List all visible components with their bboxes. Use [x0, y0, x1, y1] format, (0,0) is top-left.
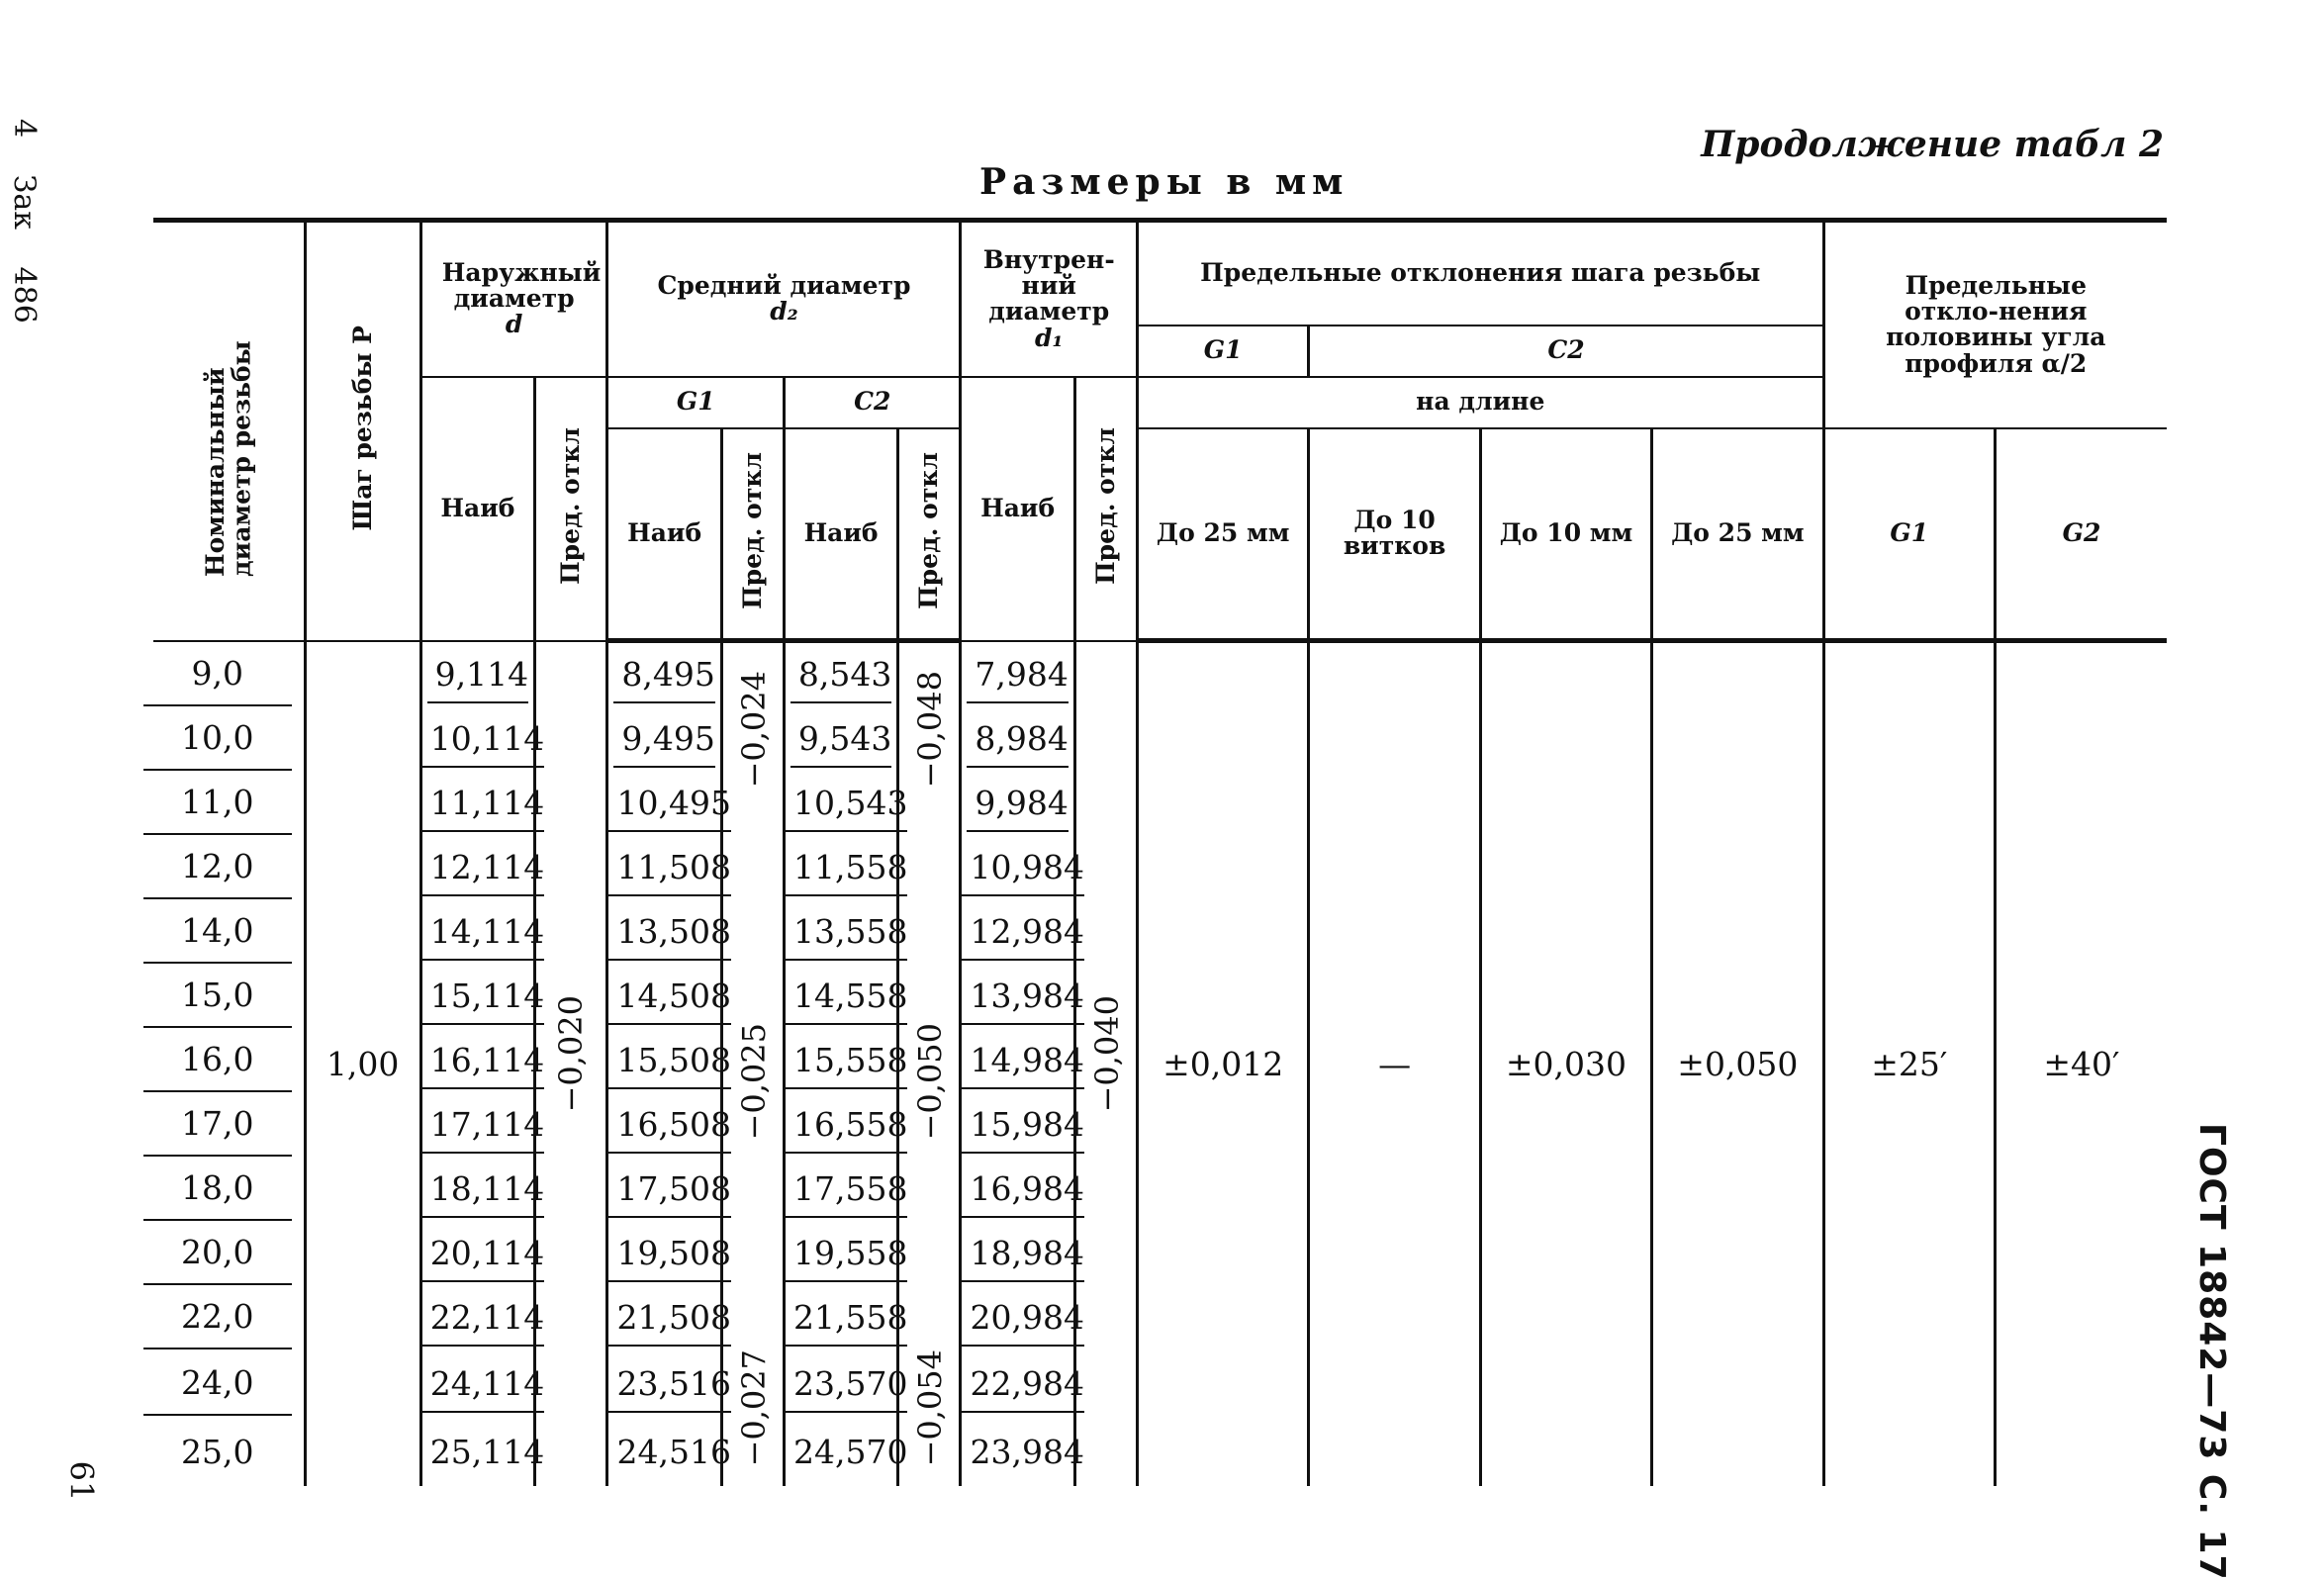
mid-c2-cell: 19,558: [784, 1221, 897, 1285]
outer-diameter-cell: 24,114: [420, 1349, 534, 1419]
gost-reference: ГОСТ 18842—73 С. 17: [2191, 1123, 2232, 1581]
continuation-title: Продолжение табл 2: [1701, 124, 2164, 165]
header-g1: G1: [1137, 326, 1308, 377]
header-outer-max: Наиб: [420, 377, 534, 641]
mid-c2-tolerance-b: −0,050: [898, 835, 961, 1349]
pitch-dev-c2-25: ±0,050: [1652, 641, 1823, 1486]
nominal-diameter-cell: 12,0: [153, 835, 305, 899]
outer-diameter-label: Наружный диаметр: [441, 257, 602, 314]
header-mid-g1: G1: [607, 377, 784, 428]
mid-c2-cell: 24,570: [784, 1419, 897, 1486]
mid-g1-cell: 24,516: [607, 1419, 721, 1486]
mid-c2-cell: 14,558: [784, 964, 897, 1028]
nominal-diameter-cell: 22,0: [153, 1285, 305, 1349]
half-angle-g2: ±40′: [1995, 641, 2167, 1486]
header-mid-c2-max: Наиб: [784, 428, 897, 641]
nominal-diameter-cell: 24,0: [153, 1349, 305, 1419]
outer-diameter-cell: 12,114: [420, 835, 534, 899]
thread-tolerance-table: [153, 218, 2167, 1486]
margin-note-1: 4: [7, 119, 42, 139]
inner-diameter-cell: 13,984: [961, 964, 1074, 1028]
mid-c2-cell: 15,558: [784, 1028, 897, 1092]
nominal-diameter-cell: 9,0: [153, 641, 305, 706]
margin-note-2: Зак: [7, 174, 42, 230]
mid-g1-cell: 14,508: [607, 964, 721, 1028]
header-c2: C2: [1309, 326, 1823, 377]
nominal-diameter-cell: 15,0: [153, 964, 305, 1028]
header-upto-25mm: До 25 мм: [1137, 428, 1308, 641]
outer-diameter-cell: 14,114: [420, 899, 534, 964]
inner-diameter-cell: 16,984: [961, 1157, 1074, 1221]
outer-diameter-cell: 20,114: [420, 1221, 534, 1285]
inner-diameter-symbol: d₁: [1035, 323, 1064, 352]
dimensions-caption: Размеры в мм: [979, 161, 1349, 203]
pitch-value: 1,00: [305, 641, 420, 1486]
outer-diameter-cell: 25,114: [420, 1419, 534, 1486]
nominal-diameter-cell: 17,0: [153, 1092, 305, 1157]
inner-diameter-cell: 12,984: [961, 899, 1074, 964]
pitch-dev-c2-10-turns: —: [1309, 641, 1480, 1486]
header-outer-tol: Пред. откл: [535, 377, 607, 641]
nominal-diameter-cell: 14,0: [153, 899, 305, 964]
mid-diameter-symbol: d₂: [770, 297, 798, 326]
mid-c2-cell: 8,543: [784, 641, 897, 706]
header-inner-diameter: [961, 221, 1138, 377]
header-mid-c2: C2: [784, 377, 961, 428]
header-inner-max: Наиб: [961, 377, 1074, 641]
header-upto-10mm: До 10 мм: [1480, 428, 1651, 641]
mid-c2-cell: 17,558: [784, 1157, 897, 1221]
header-mid-c2-tol: Пред. откл: [898, 428, 961, 641]
nominal-diameter-cell: 11,0: [153, 771, 305, 835]
margin-note: [7, 119, 42, 351]
outer-diameter-cell: 16,114: [420, 1028, 534, 1092]
header-mid-g1-max: Наиб: [607, 428, 721, 641]
nominal-diameter-cell: 10,0: [153, 706, 305, 771]
header-upto-10-turns: До 10 витков: [1309, 428, 1480, 641]
mid-g1-tolerance-c: −0,027: [721, 1349, 784, 1486]
outer-diameter-cell: 17,114: [420, 1092, 534, 1157]
nominal-diameter-cell: 25,0: [153, 1419, 305, 1486]
mid-g1-tolerance-a: −0,024: [721, 641, 784, 835]
nominal-diameter-cell: 20,0: [153, 1221, 305, 1285]
mid-g1-cell: 15,508: [607, 1028, 721, 1092]
mid-c2-tolerance-c: −0,054: [898, 1349, 961, 1486]
mid-g1-cell: 8,495: [607, 641, 721, 706]
nominal-diameter-cell: 18,0: [153, 1157, 305, 1221]
mid-c2-cell: 16,558: [784, 1092, 897, 1157]
outer-diameter-cell: 15,114: [420, 964, 534, 1028]
table-row: [153, 641, 2167, 706]
mid-g1-tolerance-b: −0,025: [721, 835, 784, 1349]
outer-diameter-cell: 22,114: [420, 1285, 534, 1349]
header-nominal-diameter: Номинальный диаметр резьбы: [153, 221, 305, 641]
inner-diameter-cell: 22,984: [961, 1349, 1074, 1419]
header-pitch: Шаг резьбы P: [305, 221, 420, 641]
pitch-dev-g1-25: ±0,012: [1137, 641, 1308, 1486]
inner-diameter-label: Внутрен-ний диаметр: [982, 244, 1115, 326]
outer-diameter-symbol: d: [505, 310, 523, 339]
mid-g1-cell: 17,508: [607, 1157, 721, 1221]
mid-diameter-label: Средний диаметр: [657, 271, 911, 300]
header-mid-diameter: [607, 221, 961, 377]
header-outer-diameter: [420, 221, 607, 377]
pitch-dev-c2-10: ±0,030: [1480, 641, 1651, 1486]
inner-diameter-cell: 20,984: [961, 1285, 1074, 1349]
mid-g1-cell: 13,508: [607, 899, 721, 964]
inner-diameter-cell: 18,984: [961, 1221, 1074, 1285]
header-inner-tol: Пред. откл: [1074, 377, 1137, 641]
header-half-angle-deviation: Предельные откло-нения половины угла профиля α/2: [1823, 221, 2167, 428]
mid-c2-cell: 9,543: [784, 706, 897, 771]
mid-c2-cell: 21,558: [784, 1285, 897, 1349]
half-angle-g1: ±25′: [1823, 641, 1995, 1486]
mid-g1-cell: 19,508: [607, 1221, 721, 1285]
outer-diameter-cell: 9,114: [420, 641, 534, 706]
mid-c2-cell: 11,558: [784, 835, 897, 899]
inner-diameter-cell: 14,984: [961, 1028, 1074, 1092]
header-angle-g2: G2: [1995, 428, 2167, 641]
mid-g1-cell: 9,495: [607, 706, 721, 771]
mid-g1-cell: 23,516: [607, 1349, 721, 1419]
inner-diameter-cell: 23,984: [961, 1419, 1074, 1486]
header-on-length: на длине: [1137, 377, 1823, 428]
mid-g1-cell: 16,508: [607, 1092, 721, 1157]
margin-note-3: 486: [7, 266, 42, 324]
inner-diameter-cell: 7,984: [961, 641, 1074, 706]
inner-diameter-cell: 10,984: [961, 835, 1074, 899]
mid-c2-cell: 23,570: [784, 1349, 897, 1419]
inner-diameter-cell: 9,984: [961, 771, 1074, 835]
nominal-diameter-cell: 16,0: [153, 1028, 305, 1092]
outer-diameter-cell: 11,114: [420, 771, 534, 835]
mid-c2-cell: 10,543: [784, 771, 897, 835]
mid-c2-tolerance-a: −0,048: [898, 641, 961, 835]
mid-g1-cell: 10,495: [607, 771, 721, 835]
inner-tolerance: −0,040: [1074, 641, 1137, 1486]
header-pitch-deviation: Предельные отклонения шага резьбы: [1137, 221, 1823, 326]
header-upto-25mm-c2: До 25 мм: [1652, 428, 1823, 641]
outer-diameter-cell: 18,114: [420, 1157, 534, 1221]
header-angle-g1: G1: [1823, 428, 1995, 641]
page-number: 61: [62, 1460, 101, 1502]
outer-tolerance: −0,020: [535, 641, 607, 1486]
header-mid-g1-tol: Пред. откл: [721, 428, 784, 641]
outer-diameter-cell: 10,114: [420, 706, 534, 771]
mid-c2-cell: 13,558: [784, 899, 897, 964]
mid-g1-cell: 21,508: [607, 1285, 721, 1349]
inner-diameter-cell: 8,984: [961, 706, 1074, 771]
mid-g1-cell: 11,508: [607, 835, 721, 899]
inner-diameter-cell: 15,984: [961, 1092, 1074, 1157]
